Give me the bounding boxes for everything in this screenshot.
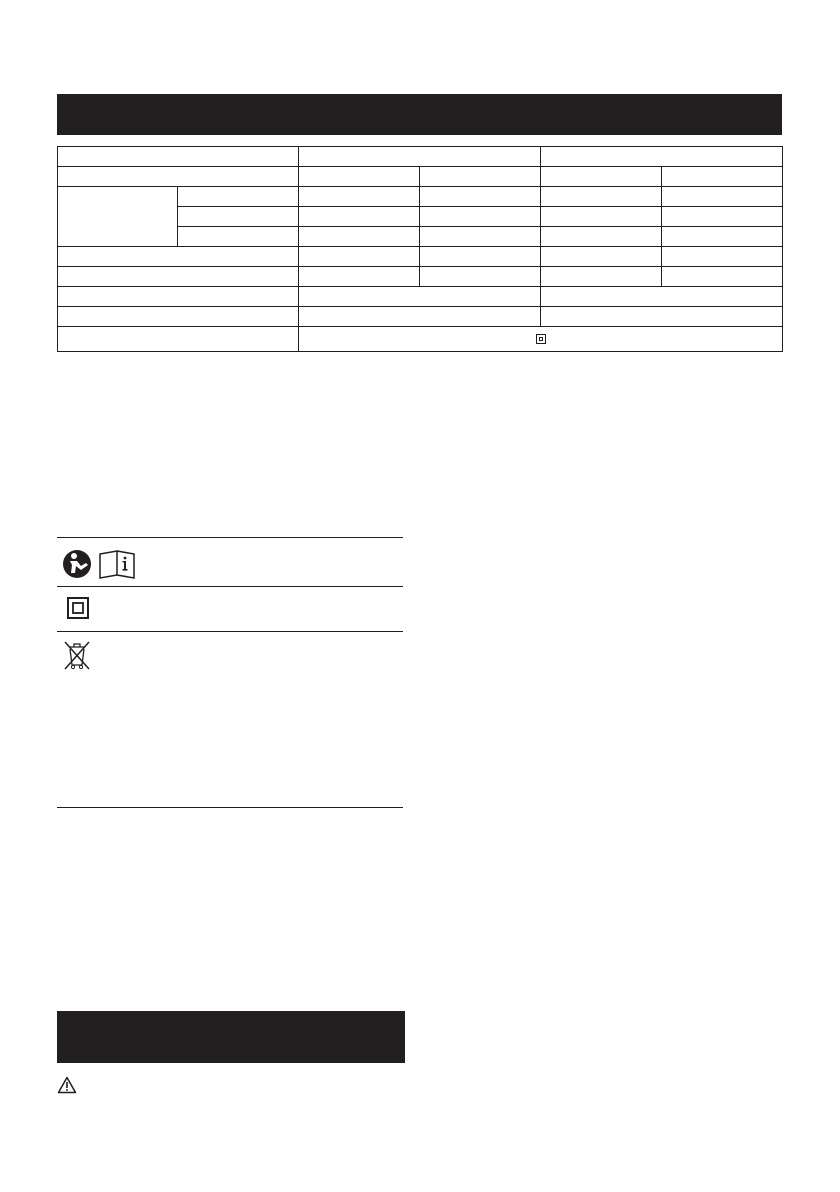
- divider: [57, 586, 403, 587]
- table-row: [58, 267, 783, 287]
- table-cell: [178, 207, 299, 227]
- table-cell: [420, 247, 541, 267]
- table-cell: [662, 207, 783, 227]
- table-cell: [541, 267, 662, 287]
- weee-crossed-bin-icon: [62, 639, 92, 671]
- table-cell: [420, 187, 541, 207]
- table-cell: [662, 247, 783, 267]
- table-cell: [58, 167, 299, 187]
- table-cell: [58, 187, 178, 247]
- table-cell: [299, 247, 420, 267]
- table-cell: [58, 307, 299, 327]
- table-cell: [58, 147, 299, 167]
- table-row: [58, 167, 783, 187]
- header-bar: [57, 94, 782, 135]
- table-cell: [58, 287, 299, 307]
- divider: [57, 807, 403, 808]
- symbol-row-weee: [62, 639, 92, 676]
- table-cell: [662, 187, 783, 207]
- table-cell: [541, 307, 783, 327]
- symbol-row-read-manual: [62, 548, 138, 585]
- divider: [57, 631, 403, 632]
- table-cell: [178, 227, 299, 247]
- table-cell: [299, 267, 420, 287]
- table-cell: [299, 287, 541, 307]
- table-row: [58, 287, 783, 307]
- table-cell: [58, 267, 299, 287]
- table-cell: [662, 267, 783, 287]
- table-row: [58, 187, 783, 207]
- class-ii-square-icon: [536, 334, 546, 344]
- table-row: [58, 247, 783, 267]
- table-cell: [420, 227, 541, 247]
- table-cell: [420, 207, 541, 227]
- table-cell: [299, 187, 420, 207]
- table-cell: [541, 207, 662, 227]
- table-cell: [420, 167, 541, 187]
- table-cell: [541, 227, 662, 247]
- table-cell: [299, 307, 541, 327]
- table-row: [58, 327, 783, 352]
- table-row: [58, 147, 783, 167]
- table-cell: [299, 327, 783, 352]
- table-cell: [541, 167, 662, 187]
- table-cell: [178, 187, 299, 207]
- table-cell: [299, 227, 420, 247]
- section-header-bar: [57, 1011, 405, 1063]
- table-row: [58, 307, 783, 327]
- table-cell: [541, 147, 783, 167]
- table-cell: [58, 327, 299, 352]
- table-cell: [541, 247, 662, 267]
- class-ii-icon: [67, 597, 89, 619]
- warning-triangle-icon: [57, 1076, 77, 1094]
- table-cell: [58, 247, 299, 267]
- table-cell: [662, 227, 783, 247]
- table-cell: [662, 167, 783, 187]
- divider: [57, 537, 403, 538]
- table-cell: [420, 267, 541, 287]
- table-cell: [299, 207, 420, 227]
- table-cell: [299, 167, 420, 187]
- read-manual-icon: [62, 548, 138, 580]
- table-cell: [541, 187, 662, 207]
- table-cell: [299, 147, 541, 167]
- warning-notice: [57, 1076, 77, 1099]
- symbol-row-class-ii: [67, 597, 89, 624]
- specifications-table: [57, 146, 783, 352]
- table-cell: [541, 287, 783, 307]
